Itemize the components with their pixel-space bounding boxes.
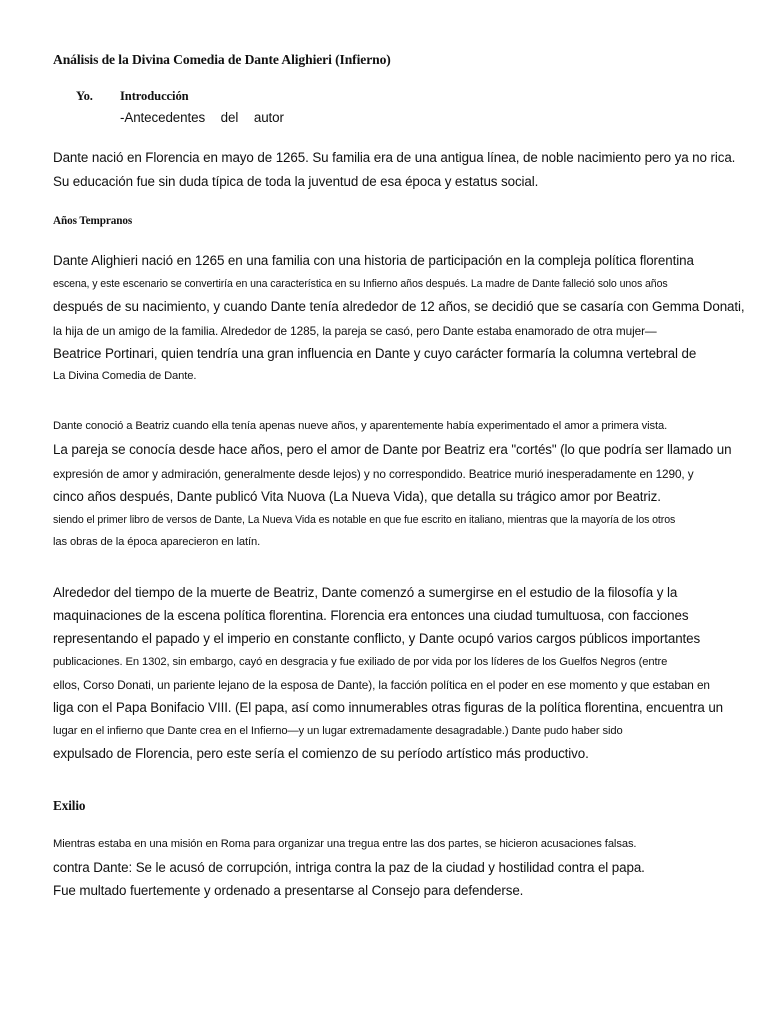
intro-line: Dante nació en Florencia en mayo de 1265. Su familia era de una antigua línea, de noble nacimiento pero ya no rica.	[53, 150, 736, 165]
paragraph-line: Dante conoció a Beatriz cuando ella tenía apenas nueve años, y aparentemente había experimentado el amor a primera vista.	[53, 420, 668, 432]
paragraph-line: contra Dante: Se le acusó de corrupción, intriga contra la paz de la ciudad y hostilidad contra el papa.	[53, 860, 645, 875]
paragraph-line: representando el papado y el imperio en constante conflicto, y Dante ocupó varios cargos públicos importantes	[53, 631, 701, 646]
outline-numeral: Yo.	[76, 89, 93, 103]
paragraph-line: liga con el Papa Bonifacio VIII. (El papa, así como innumerables otras figuras de la política florentina, encuentra un	[53, 700, 724, 715]
paragraph-line: Dante Alighieri nació en 1265 en una familia con una historia de participación en la compleja política florentina	[53, 253, 694, 268]
section-heading-early-years: Años Tempranos	[53, 215, 133, 227]
paragraph-line: Mientras estaba en una misión en Roma para organizar una tregua entre las dos partes, se hicieron acusaciones falsas.	[53, 838, 637, 850]
intro-line: Su educación fue sin duda típica de toda la juventud de esa época y estatus social.	[53, 174, 539, 189]
paragraph-line: escena, y este escenario se convertiría en una característica en su Infierno años después. La madre de Dante falleció solo unos años	[53, 278, 668, 290]
paragraph-line: Alrededor del tiempo de la muerte de Beatriz, Dante comenzó a sumergirse en el estudio de la filosofía y la	[53, 585, 678, 600]
paragraph-line: después de su nacimiento, y cuando Dante tenía alrededor de 12 años, se decidió que se casaría con Gemma Donati,	[53, 299, 745, 314]
outline-subheading: -Antecedentes del autor	[120, 110, 284, 125]
paragraph-line: La Divina Comedia de Dante.	[53, 370, 197, 382]
outline-heading: Introducción	[120, 89, 189, 103]
paragraph-line: las obras de la época aparecieron en latín.	[53, 536, 261, 548]
paragraph-line: Beatrice Portinari, quien tendría una gran influencia en Dante y cuyo carácter formaría la columna vertebral de	[53, 346, 697, 361]
section-heading-exile: Exilio	[53, 798, 86, 813]
paragraph-line: expulsado de Florencia, pero este sería el comienzo de su período artístico más productivo.	[53, 746, 589, 761]
paragraph-line: la hija de un amigo de la familia. Alrededor de 1285, la pareja se casó, pero Dante estaba enamorado de otra mujer—	[53, 324, 657, 338]
paragraph-line: cinco años después, Dante publicó Vita Nuova (La Nueva Vida), que detalla su trágico amor por Beatriz.	[53, 489, 661, 504]
paragraph-line: publicaciones. En 1302, sin embargo, cayó en desgracia y fue exiliado de por vida por los líderes de los Guelfos Negros (entre	[53, 656, 668, 668]
paragraph-line: siendo el primer libro de versos de Dante, La Nueva Vida es notable en que fue escrito en italiano, mientras que la mayoría de los otros	[53, 514, 676, 526]
paragraph-line: expresión de amor y admiración, generalmente desde lejos) y no correspondido. Beatrice murió inesperadamente en 1290, y	[53, 467, 694, 481]
paragraph-line: Fue multado fuertemente y ordenado a presentarse al Consejo para defenderse.	[53, 883, 524, 898]
paragraph-line: La pareja se conocía desde hace años, pero el amor de Dante por Beatriz era "cortés" (lo que podría ser llamado un	[53, 442, 732, 457]
paragraph-line: ellos, Corso Donati, un pariente lejano de la esposa de Dante), la facción política en el poder en ese momento y que estaban en	[53, 678, 710, 692]
paragraph-line: maquinaciones de la escena política florentina. Florencia era entonces una ciudad tumultuosa, con facciones	[53, 608, 689, 623]
paragraph-line: lugar en el infierno que Dante crea en el Infierno—y un lugar extremadamente desagradable.) Dante pudo haber sido	[53, 725, 623, 737]
document-title: Análisis de la Divina Comedia de Dante Alighieri (Infierno)	[53, 52, 391, 67]
